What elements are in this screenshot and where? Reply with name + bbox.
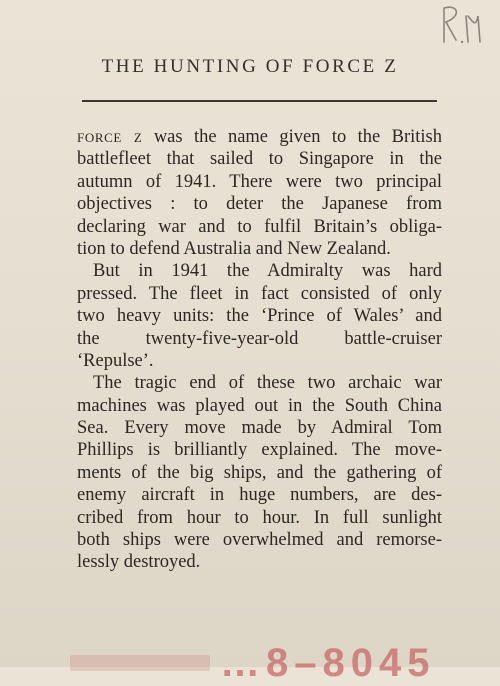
text-line: autumn of 1941. There were two principal <box>77 171 442 192</box>
lead-smallcaps: force z <box>77 127 143 147</box>
text-line: two heavy units: the ‘Prince of Wales’ and <box>77 306 442 327</box>
pencil-annotation <box>438 2 488 48</box>
text-line: lessly destroyed. <box>77 552 201 573</box>
text-line: ‘Repulse’. <box>77 350 154 371</box>
text-line: Phillips is brilliantly explained. The move- <box>77 440 442 461</box>
stamp-text: …8–8045 <box>220 641 436 685</box>
text-line: the twenty-five-year-old battle-cruiser <box>77 328 442 349</box>
text-line: both ships were overwhelmed and remorse- <box>77 530 442 551</box>
text-line: The tragic end of these two archaic war <box>93 373 442 394</box>
text-line: But in 1941 the Admiralty was hard <box>93 261 442 282</box>
line-text: was the name given to the British <box>142 127 442 147</box>
library-stamp <box>220 641 490 685</box>
text-line: cribed from hour to hour. In full sunlight <box>77 507 442 528</box>
paragraph-1 <box>77 126 442 260</box>
text-line: pressed. The fleet in fact consisted of only <box>77 283 442 304</box>
text-line: tion to defend Australia and New Zealand. <box>77 238 391 259</box>
text-line: ments of the big ships, and the gathering of <box>77 462 442 483</box>
text-line: objectives : to deter the Japanese from <box>77 194 442 215</box>
text-line: machines was played out in the South China <box>77 395 442 416</box>
text-line <box>77 126 442 148</box>
text-line: enemy aircraft in huge numbers, are des- <box>77 485 442 506</box>
paragraph-3 <box>77 372 442 574</box>
paragraph-2 <box>77 260 442 372</box>
stamp-smudge <box>70 655 210 671</box>
text-line: declaring war and to fulfil Britain’s obliga- <box>77 216 442 237</box>
text-line: battlefleet that sailed to Singapore in the <box>77 149 442 170</box>
text-line: Sea. Every move made by Admiral Tom <box>77 418 442 439</box>
blurb-text <box>77 126 442 574</box>
running-title: THE HUNTING OF FORCE Z <box>101 56 399 77</box>
title-rule <box>82 100 437 102</box>
